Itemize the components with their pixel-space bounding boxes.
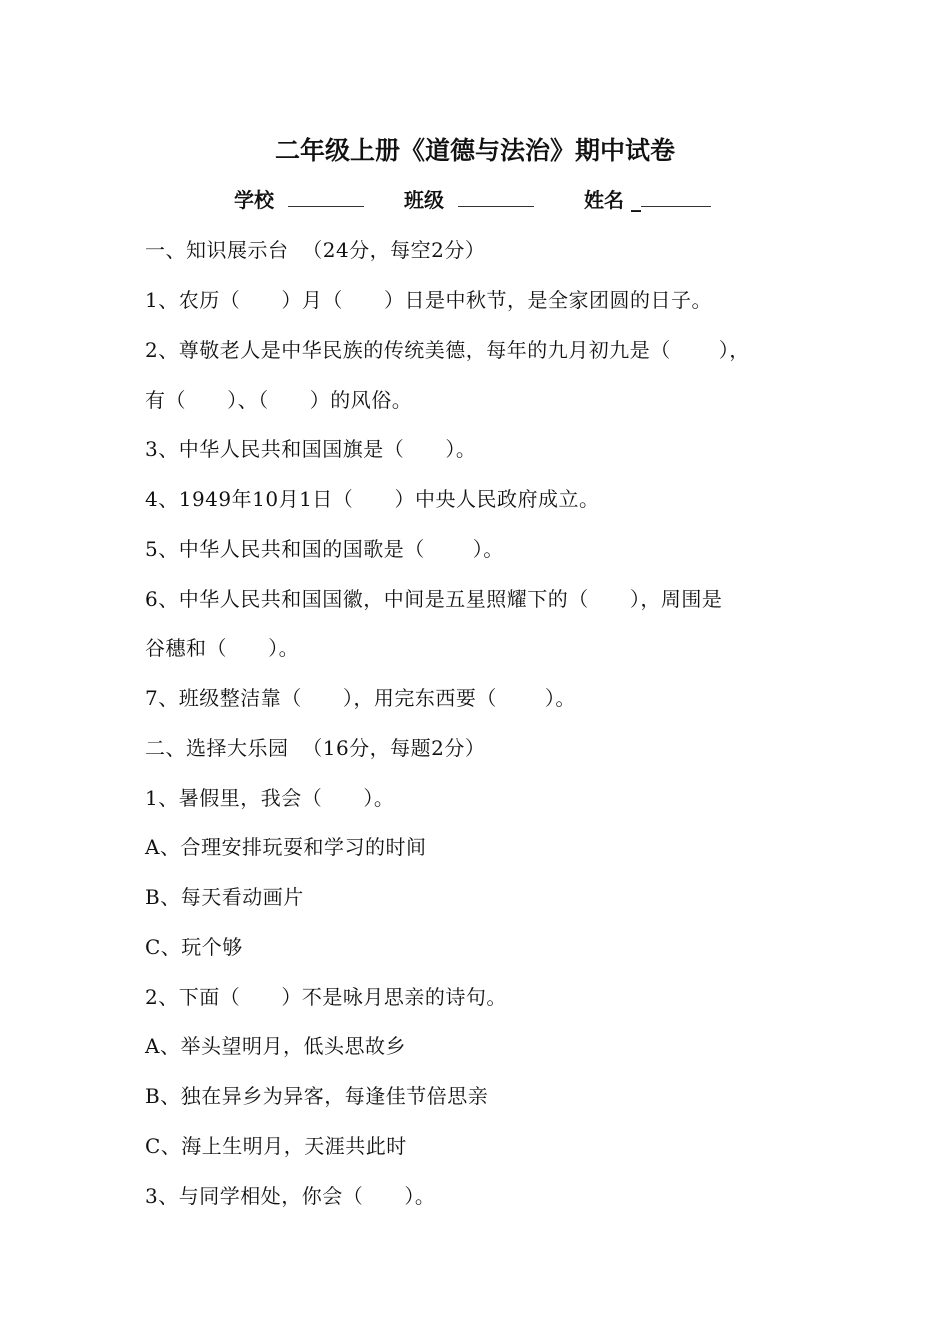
name-prefix: _ bbox=[630, 188, 641, 212]
option-line: C、玩个够 bbox=[145, 935, 243, 959]
question-line: 有（ ）、（ ）的风俗。 bbox=[145, 388, 413, 412]
section-heading-knowledge: 一、知识展示台 （24分，每空2分） bbox=[145, 238, 486, 262]
name-blank[interactable] bbox=[641, 186, 711, 207]
question-line: 1、农历（ ）月（ ）日是中秋节，是全家团圆的日子。 bbox=[145, 288, 713, 312]
class-blank[interactable] bbox=[458, 186, 534, 207]
option-line: A、举头望明月，低头思故乡 bbox=[145, 1034, 406, 1058]
question-line: 5、中华人民共和国的国歌是（ ）。 bbox=[145, 537, 504, 561]
question-line: 3、中华人民共和国国旗是（ ）。 bbox=[145, 437, 477, 461]
name-field bbox=[584, 185, 711, 215]
name-label: 姓名 bbox=[584, 188, 624, 212]
question-line: 1、暑假里，我会（ ）。 bbox=[145, 786, 395, 810]
page-title: 二年级上册《道德与法治》期中试卷 bbox=[274, 136, 675, 165]
school-label: 学校 bbox=[234, 188, 274, 212]
option-line: A、合理安排玩耍和学习的时间 bbox=[145, 835, 427, 859]
option-line: C、海上生明月，天涯共此时 bbox=[145, 1134, 407, 1158]
section-heading-choice: 二、选择大乐园 （16分，每题2分） bbox=[145, 736, 486, 760]
question-line: 2、尊敬老人是中华民族的传统美德，每年的九月初九是（ ）， bbox=[145, 338, 750, 362]
question-line: 3、与同学相处，你会（ ）。 bbox=[145, 1184, 436, 1208]
question-line: 4、1949年10月1日（ ）中央人民政府成立。 bbox=[145, 487, 600, 511]
question-line: 谷穗和（ ）。 bbox=[145, 636, 300, 660]
class-field bbox=[404, 185, 534, 215]
school-blank[interactable] bbox=[288, 186, 364, 207]
option-line: B、每天看动画片 bbox=[145, 885, 304, 909]
school-field bbox=[234, 185, 364, 215]
class-label: 班级 bbox=[404, 188, 444, 212]
question-line: 6、中华人民共和国国徽，中间是五星照耀下的（ ），周围是 bbox=[145, 587, 723, 611]
option-line: B、独在异乡为异客，每逢佳节倍思亲 bbox=[145, 1084, 489, 1108]
question-line: 7、班级整洁靠（ ），用完东西要（ ）。 bbox=[145, 686, 576, 710]
question-line: 2、下面（ ）不是咏月思亲的诗句。 bbox=[145, 985, 507, 1009]
